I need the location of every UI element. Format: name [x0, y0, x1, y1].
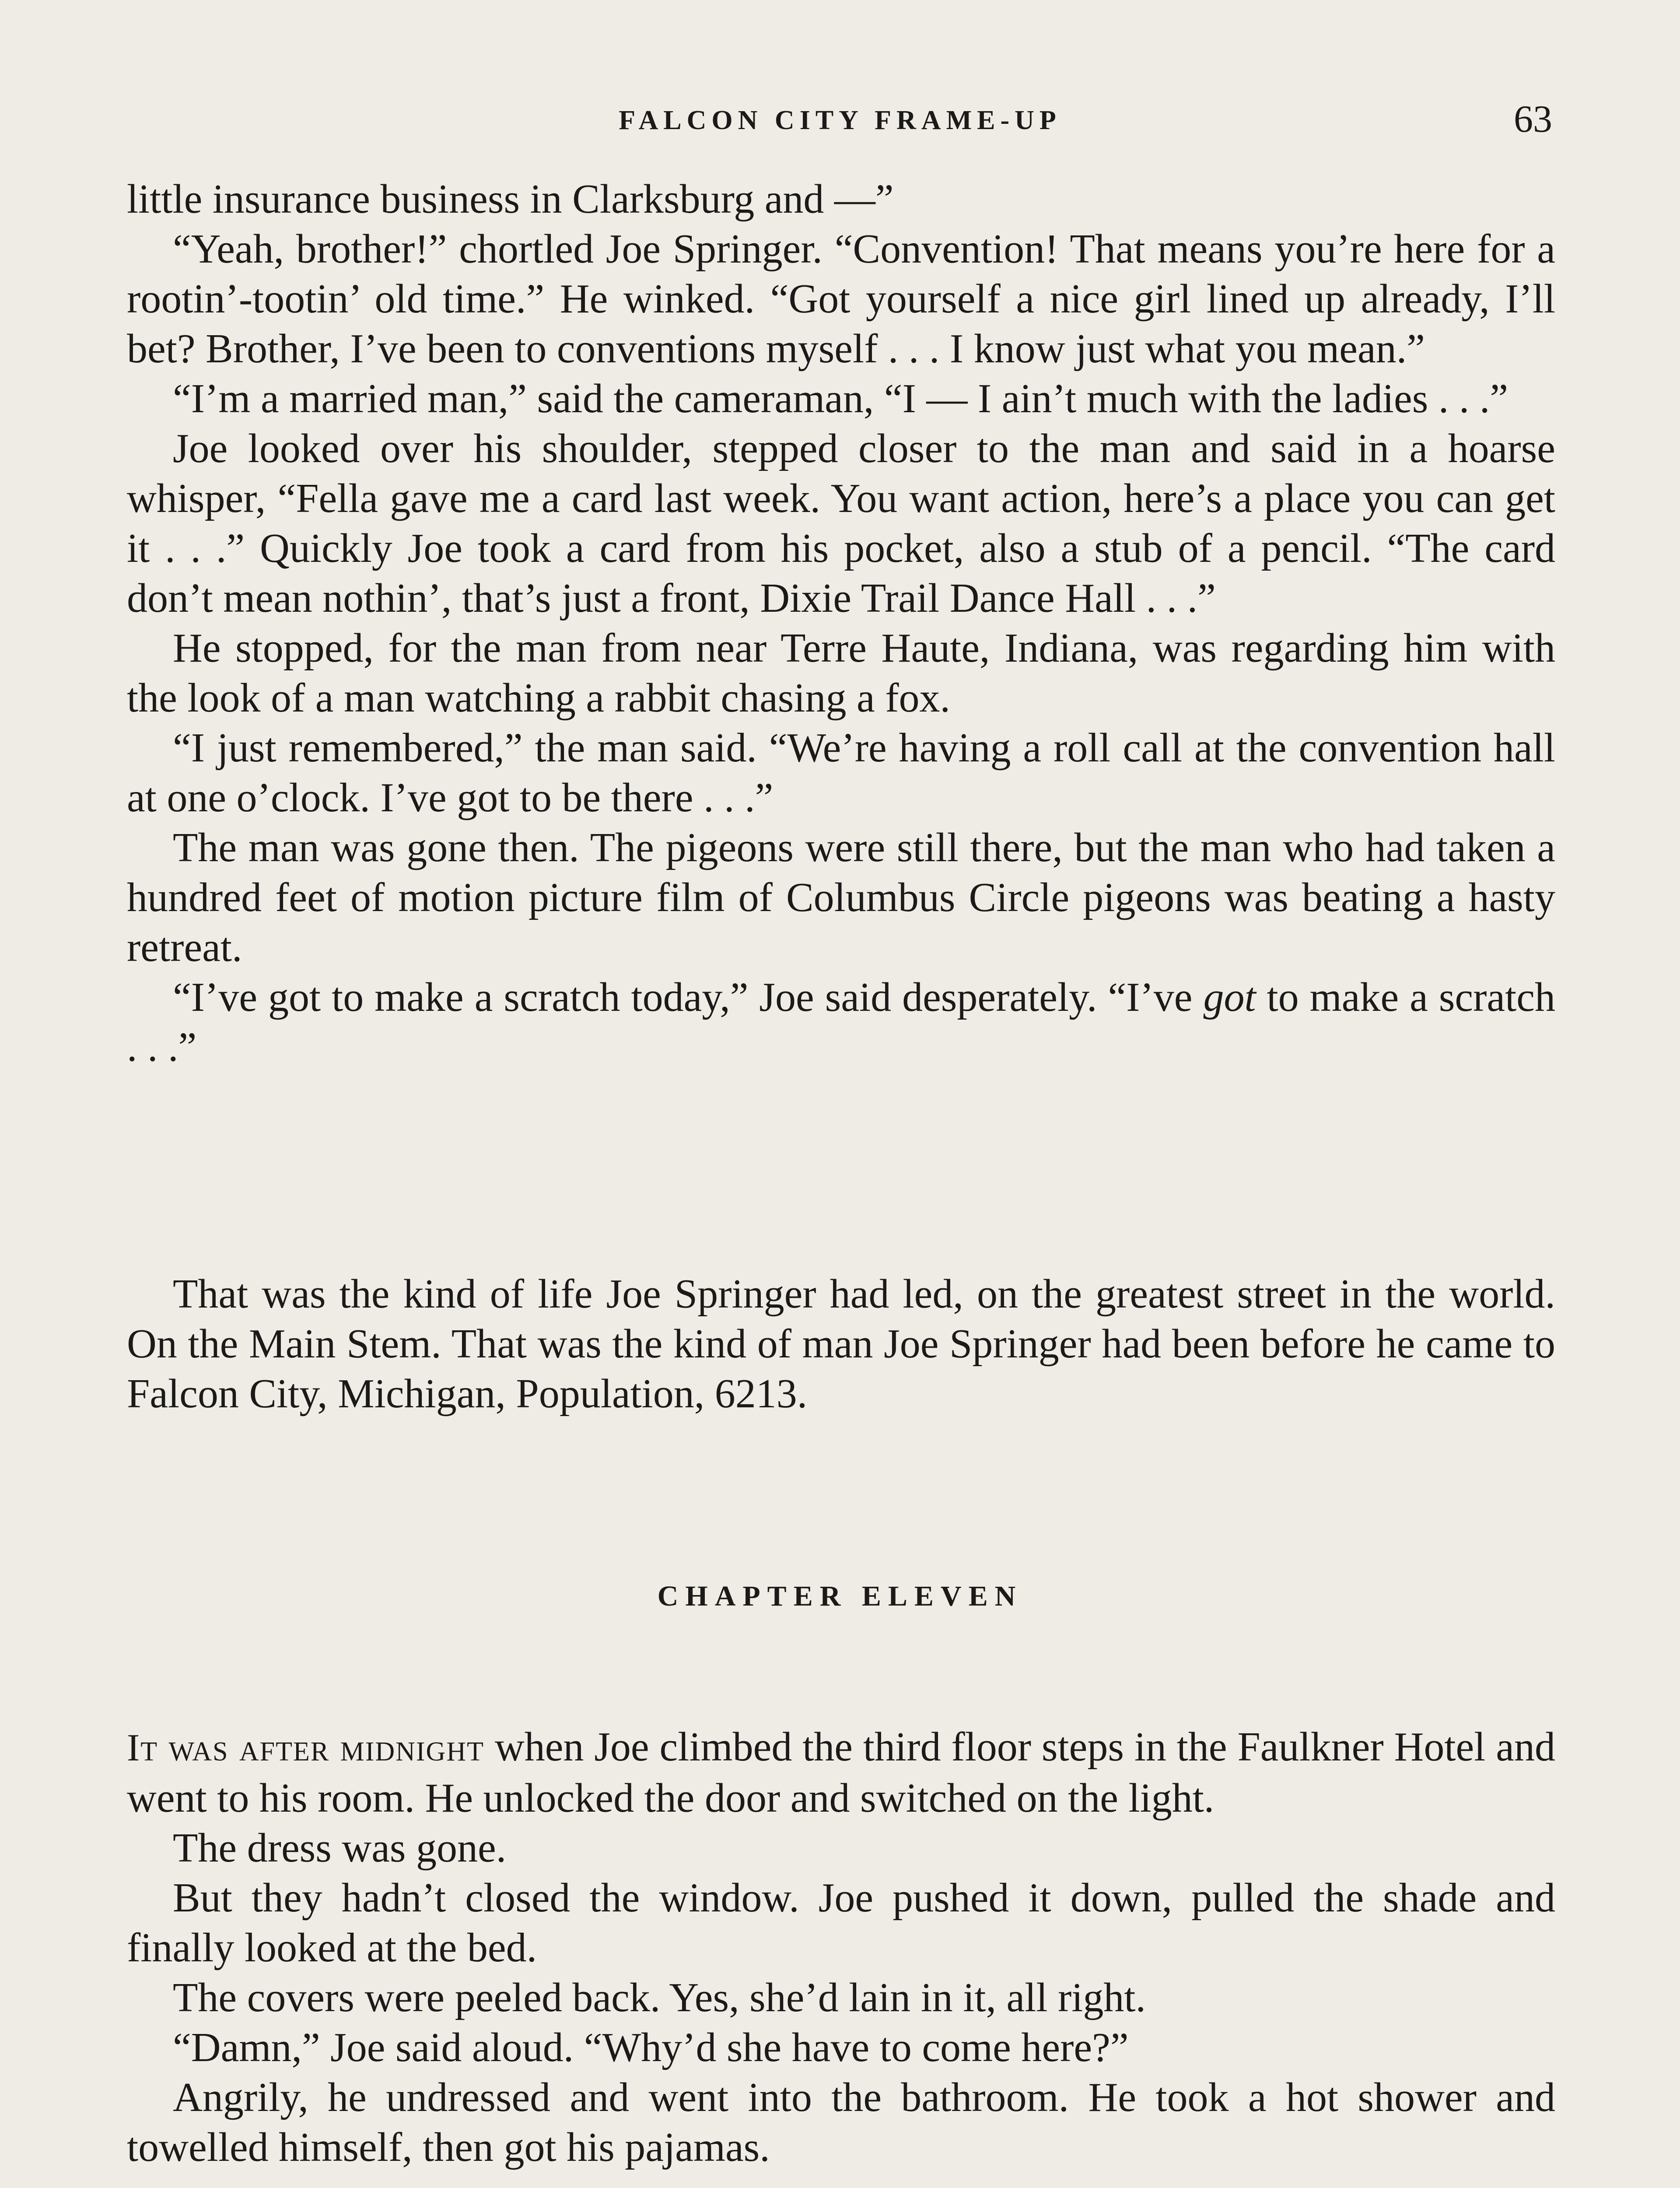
body-text-top [127, 174, 1555, 1072]
chapter-heading: CHAPTER ELEVEN [657, 1580, 1023, 1612]
running-head: FALCON CITY FRAME-UP [619, 105, 1061, 135]
paragraph-scratch [127, 972, 1555, 1072]
scratch-text-after: to make a scratch . . .” [127, 975, 1555, 1070]
paragraph: “Damn,” Joe said aloud. “Why’d she have to come here?” [173, 2025, 1129, 2070]
page-number: 63 [1514, 98, 1552, 140]
paragraph: “I’m a married man,” said the cameraman, “I — I ain’t much with the ladies . . .” [173, 376, 1508, 421]
paragraph: The dress was gone. [173, 1825, 507, 1871]
paragraph: “I just remembered,” the man said. “We’re having a roll call at the convention hall at one o’clock. I’ve got to be there . . .” [127, 725, 1555, 820]
paragraph: The man was gone then. The pigeons were still there, but the man who had taken a hundred feet of motion picture film of Columbus Circle pigeons was beating a hasty retreat. [127, 825, 1555, 970]
paragraph: He stopped, for the man from near Terre Haute, Indiana, was regarding him with the look of a man watching a rabbit chasing a fox. [127, 625, 1555, 721]
paragraph: “Yeah, brother!” chortled Joe Springer. “Convention! That means you’re here for a rootin’-tootin’ old time.” He winked. “Got yourself a nice girl lined up already, I’ll bet? Brother, I’ve been to conventions myself . . . I know just what you mean.” [127, 226, 1555, 372]
scratch-text-before: “I’ve got to make a scratch today,” Joe said desperately. “I’ve [173, 975, 1204, 1020]
chapter-opening-paragraph [127, 1722, 1555, 1823]
paragraph: Joe looked over his shoulder, stepped closer to the man and said in a hoarse whisper, “Fella gave me a card last week. You want action, here’s a place you can get it . . .” Quickly Joe took a card from his pocket, also a stub of a pencil. “The card don’t mean nothin’, that’s just a front, Dixie Trail Dance Hall . . .” [127, 426, 1555, 621]
body-text-chapter [127, 1722, 1555, 2172]
chapter-lead-in: It was after midnight [127, 1727, 484, 1769]
scratch-text-italic: got [1203, 975, 1256, 1020]
paragraph: Angrily, he undressed and went into the bathroom. He took a hot shower and towelled himself, then got his pajamas. [127, 2075, 1555, 2170]
paragraph: That was the kind of life Joe Springer had led, on the greatest street in the world. On the Main Stem. That was the kind of man Joe Springer had been before he came to Falcon City, Michigan, Population, 6213. [127, 1271, 1555, 1417]
paragraph: But they hadn’t closed the window. Joe pushed it down, pulled the shade and finally looked at the bed. [127, 1875, 1555, 1971]
paragraph: The covers were peeled back. Yes, she’d lain in it, all right. [173, 1975, 1146, 2020]
chapter-opening-rest: when Joe climbed the third floor steps in the Faulkner Hotel and went to his room. He unlocked the door and switched on the light. [127, 1724, 1555, 1821]
body-text-section-break [127, 1269, 1555, 1419]
paragraph: little insurance business in Clarksburg and —” [127, 176, 894, 222]
